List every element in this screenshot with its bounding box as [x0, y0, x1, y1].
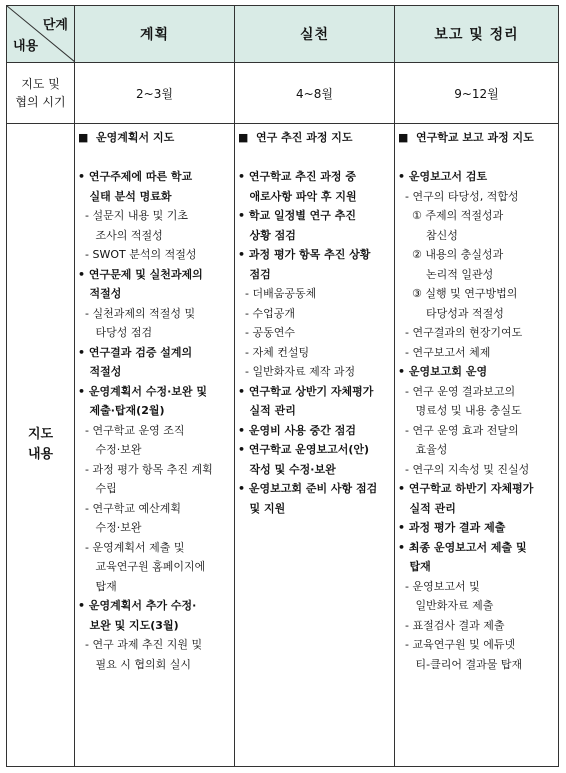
guidance-line: - 공동연수 — [238, 326, 295, 339]
guidance-row-label — [7, 124, 75, 767]
guidance-line: - 연구학교 예산계획 — [78, 501, 181, 515]
guidance-line: • 최종 운영보고서 제출 및 — [398, 540, 527, 554]
guidance-line: • 연구학교 하반기 자체평가 — [398, 482, 534, 495]
guidance-line: 타당성 점검 — [78, 326, 153, 339]
header-corner-cell — [7, 6, 75, 63]
guidance-practice-cell — [235, 124, 395, 767]
guidance-line: • 운영계획서 추가 수정· — [78, 599, 197, 612]
section-heading: ■ 연구학교 보고 과정 지도 — [398, 131, 534, 144]
guidance-line: • 연구문제 및 실천과제의 — [78, 267, 203, 281]
guidance-label-line: 내용 — [27, 447, 54, 462]
guidance-line: 보완 및 지도(3월) — [78, 618, 179, 632]
guidance-line: • 운영보고회 준비 사항 점검 — [238, 482, 378, 495]
section-heading: ■ 연구 추진 과정 지도 — [238, 131, 353, 144]
period-report: 9~12월 — [395, 63, 559, 124]
guidance-line: 탑재 — [78, 579, 117, 593]
guidance-line: 및 지원 — [238, 501, 286, 515]
guidance-line: 수정·보완 — [78, 443, 142, 456]
guidance-line: • 연구학교 상반기 자체평가 — [238, 384, 374, 398]
guidance-line: • 과정 평가 항목 추진 상황 — [238, 248, 371, 261]
guidance-line: - 운영보고서 및 — [398, 579, 480, 593]
guidance-line: • 운영보고회 운영 — [398, 365, 488, 378]
guidance-row — [7, 124, 559, 767]
guidance-line: ② 내용의 충실성과 — [398, 248, 504, 261]
guidance-line: • 학교 일정별 연구 추진 — [238, 209, 356, 222]
guidance-line: 작성 및 수정·보완 — [238, 462, 336, 476]
guidance-line: - 표절검사 결과 제출 — [398, 618, 505, 632]
guidance-line: 적절성 — [78, 365, 122, 378]
guidance-line: 조사의 적절성 — [78, 228, 163, 242]
guidance-line: • 연구학교 운영보고서(안) — [238, 443, 370, 456]
guidance-line: 애로사항 파악 후 지원 — [238, 189, 357, 203]
guidance-schedule-table — [6, 5, 559, 767]
guidance-line: - 연구의 지속성 및 진실성 — [398, 462, 530, 476]
stage-header-plan: 계획 — [75, 6, 235, 63]
timing-row-label — [7, 63, 75, 124]
stage-header-practice: 실천 — [235, 6, 395, 63]
guidance-line: 점검 — [238, 267, 271, 281]
guidance-line: 티-클리어 결과물 탑재 — [398, 657, 523, 671]
guidance-line: • 과정 평가 결과 제출 — [398, 521, 506, 534]
header-row — [7, 6, 559, 63]
guidance-label-line: 지도 — [27, 427, 54, 442]
guidance-line: 교육연구원 홈페이지에 — [78, 560, 206, 573]
guidance-line: 수정·보완 — [78, 521, 142, 534]
spacer-line — [398, 148, 556, 168]
guidance-line: 탑재 — [398, 560, 431, 573]
guidance-line: • 연구학교 추진 과정 중 — [238, 170, 356, 183]
guidance-line: ③ 실행 및 연구방법의 — [398, 287, 518, 300]
guidance-line: • 운영비 사용 중간 점검 — [238, 423, 356, 437]
guidance-plan-cell — [75, 124, 235, 767]
guidance-line: 적절성 — [78, 287, 122, 300]
guidance-line: 상황 점검 — [238, 228, 296, 242]
guidance-line: • 운영계획서 수정·보완 및 — [78, 384, 207, 398]
guidance-line: - 연구 운영 효과 전달의 — [398, 423, 519, 437]
period-plan: 2~3월 — [75, 63, 235, 124]
section-heading: ■ 운영계획서 지도 — [78, 131, 175, 144]
guidance-line: - 연구보고서 체제 — [398, 345, 491, 359]
guidance-line: 타당성과 적절성 — [398, 306, 504, 320]
guidance-line: - SWOT 분석의 적절성 — [78, 248, 197, 261]
guidance-line: - 운영계획서 제출 및 — [78, 540, 185, 554]
guidance-line: - 연구결과의 현장기여도 — [398, 326, 523, 339]
guidance-line: 참신성 — [398, 228, 458, 242]
guidance-line: 필요 시 협의회 실시 — [78, 657, 191, 671]
corner-stage-label: 단계 — [42, 18, 68, 33]
timing-label-line: 지도 및 — [21, 77, 60, 91]
guidance-line: 수립 — [78, 482, 117, 495]
timing-label-line: 협의 시기 — [15, 95, 66, 109]
guidance-line: - 일반화자료 제작 과정 — [238, 365, 356, 378]
guidance-line: - 실천과제의 적절성 및 — [78, 306, 196, 320]
guidance-line: - 연구학교 운영 조직 — [78, 423, 185, 437]
spacer-line — [238, 148, 392, 168]
corner-content-label: 내용 — [13, 39, 39, 54]
guidance-line: - 설문지 내용 및 기초 — [78, 209, 188, 222]
guidance-line: - 연구의 타당성, 적합성 — [398, 189, 519, 203]
guidance-report-cell — [395, 124, 559, 767]
guidance-line: • 연구주제에 따른 학교 — [78, 170, 193, 183]
guidance-line: - 더배움공동체 — [238, 287, 317, 300]
guidance-line: 실적 관리 — [398, 501, 456, 515]
guidance-line: 논리적 일관성 — [398, 267, 494, 281]
guidance-line: - 연구 운영 결과보고의 — [398, 384, 516, 398]
guidance-line: - 과정 평가 항목 추진 계획 — [78, 462, 213, 476]
guidance-line: ① 주제의 적절성과 — [398, 209, 504, 222]
guidance-line: 실태 분석 명료화 — [78, 189, 172, 203]
guidance-line: - 연구 과제 추진 지원 및 — [78, 638, 203, 651]
stage-header-report: 보고 및 정리 — [395, 6, 559, 63]
guidance-line: 효율성 — [398, 443, 448, 456]
timing-row — [7, 63, 559, 124]
guidance-line: - 교육연구원 및 에듀넷 — [398, 638, 516, 651]
guidance-line: • 운영보고서 검토 — [398, 170, 488, 183]
period-practice: 4~8월 — [235, 63, 395, 124]
guidance-line: - 자체 컨설팅 — [238, 345, 310, 359]
guidance-line: • 연구결과 검증 설계의 — [78, 345, 193, 359]
guidance-line: 실적 관리 — [238, 404, 296, 417]
spacer-line — [78, 148, 232, 168]
guidance-line: 명료성 및 내용 충실도 — [398, 404, 522, 417]
guidance-line: 일반화자료 제출 — [398, 599, 494, 612]
guidance-line: 제출·탑재(2월) — [78, 404, 165, 417]
guidance-line: - 수업공개 — [238, 306, 295, 320]
